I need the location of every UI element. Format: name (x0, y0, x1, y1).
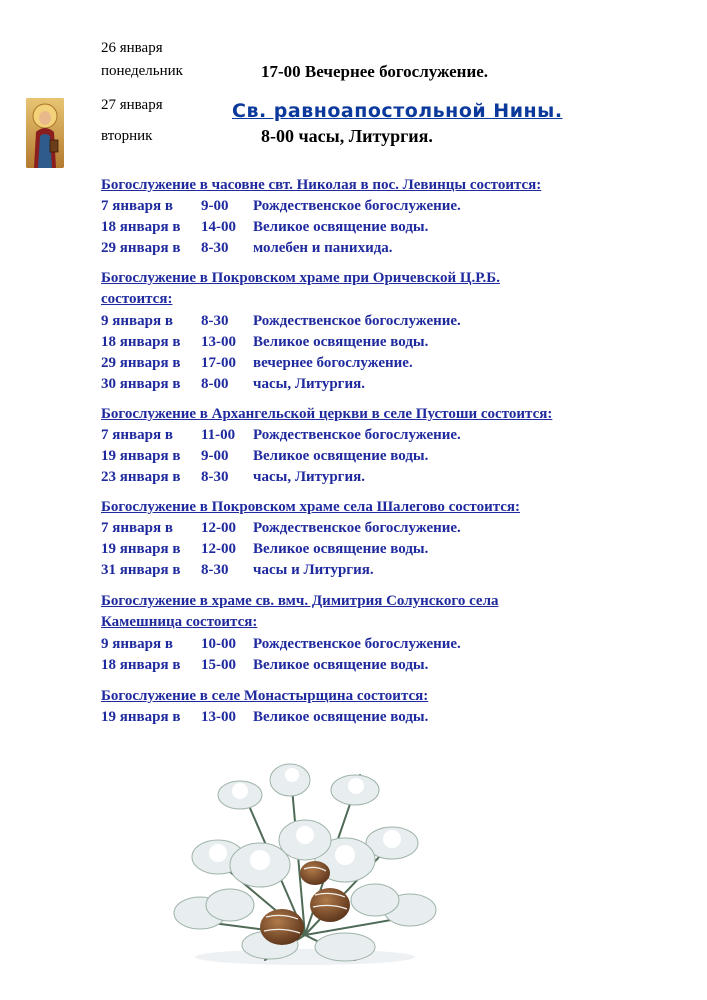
row-time: 9-00 (201, 448, 229, 464)
row-time: 8-30 (201, 240, 229, 256)
row-date: 19 января в (101, 541, 181, 557)
row-service: Великое освящение воды. (253, 334, 429, 350)
row-time: 14-00 (201, 219, 236, 235)
row-date: 23 января в (101, 469, 181, 485)
fir-branch-image (170, 745, 440, 975)
row-date: 30 января в (101, 376, 181, 392)
row-date: 7 января в (101, 198, 173, 214)
row-time: 10-00 (201, 636, 236, 652)
row-time: 15-00 (201, 657, 236, 673)
row-date: 19 января в (101, 709, 181, 725)
schedule-row (101, 657, 428, 674)
row-time: 13-00 (201, 709, 236, 725)
row-service: Великое освящение воды. (253, 657, 429, 673)
row-time: 12-00 (201, 520, 236, 536)
row-time: 8-30 (201, 469, 229, 485)
schedule-row (101, 334, 428, 351)
row-date: 7 января в (101, 427, 173, 443)
schedule-row (101, 520, 461, 537)
saint-nina-icon (26, 98, 64, 168)
row-service: Великое освящение воды. (253, 709, 429, 725)
section-heading: Богослужение в часовне свт. Николая в пос. Левинцы состоится: (101, 177, 542, 193)
row-time: 13-00 (201, 334, 236, 350)
row-service: Великое освящение воды. (253, 448, 429, 464)
row-date: 9 января в (101, 313, 173, 329)
section-heading-cont: состоится: (101, 291, 173, 307)
row-service: Рождественское богослужение. (253, 198, 461, 214)
section-heading: Богослужение в храме св. вмч. Димитрия Солунского села (101, 593, 499, 609)
row-service: Рождественское богослужение. (253, 636, 461, 652)
section-heading: Богослужение в селе Монастырщина состоится: (101, 688, 429, 704)
schedule-row (101, 427, 461, 444)
row-service: молебен и панихида. (253, 240, 393, 256)
schedule-row (101, 562, 374, 579)
day2-weekday: вторник (101, 128, 153, 144)
section-heading: Богослужение в Покровском храме села Шалегово состоится: (101, 499, 521, 515)
row-time: 12-00 (201, 541, 236, 557)
schedule-row (101, 448, 428, 465)
row-service: часы и Литургия. (253, 562, 374, 578)
day1-weekday: понедельник (101, 63, 183, 79)
row-date: 18 января в (101, 334, 181, 350)
schedule-row (101, 376, 365, 393)
row-service: Великое освящение воды. (253, 219, 429, 235)
row-date: 29 января в (101, 240, 181, 256)
row-service: Великое освящение воды. (253, 541, 429, 557)
day1-service: 17-00 Вечернее богослужение. (261, 62, 489, 81)
row-time: 8-30 (201, 313, 229, 329)
schedule-row (101, 469, 365, 486)
row-service: часы, Литургия. (253, 469, 365, 485)
section-heading-cont: Камешница состоится: (101, 614, 258, 630)
row-date: 18 января в (101, 219, 181, 235)
feast-title: Св. равноапостольной Нины. (232, 100, 563, 122)
day1-date: 26 января (101, 40, 163, 56)
schedule-row (101, 541, 428, 558)
row-time: 9-00 (201, 198, 229, 214)
schedule-row (101, 198, 461, 215)
row-date: 29 января в (101, 355, 181, 371)
row-time: 8-00 (201, 376, 229, 392)
row-date: 7 января в (101, 520, 173, 536)
day2-service: 8-00 часы, Литургия. (261, 126, 433, 146)
row-date: 31 января в (101, 562, 181, 578)
schedule-row (101, 709, 428, 726)
day2-date: 27 января (101, 97, 163, 113)
schedule-row (101, 636, 461, 653)
row-time: 17-00 (201, 355, 236, 371)
schedule-row (101, 313, 461, 330)
row-service: Рождественское богослужение. (253, 520, 461, 536)
row-service: вечернее богослужение. (253, 355, 413, 371)
row-date: 9 января в (101, 636, 173, 652)
schedule-row (101, 219, 428, 236)
section-heading: Богослужение в Архангельской церкви в селе Пустоши состоится: (101, 406, 553, 422)
row-date: 18 января в (101, 657, 181, 673)
schedule-row (101, 240, 393, 257)
row-time: 11-00 (201, 427, 236, 443)
section-heading: Богослужение в Покровском храме при Оричевской Ц.Р.Б. (101, 270, 500, 286)
row-service: Рождественское богослужение. (253, 313, 461, 329)
row-service: часы, Литургия. (253, 376, 365, 392)
row-time: 8-30 (201, 562, 229, 578)
row-date: 19 января в (101, 448, 181, 464)
schedule-row (101, 355, 413, 372)
row-service: Рождественское богослужение. (253, 427, 461, 443)
